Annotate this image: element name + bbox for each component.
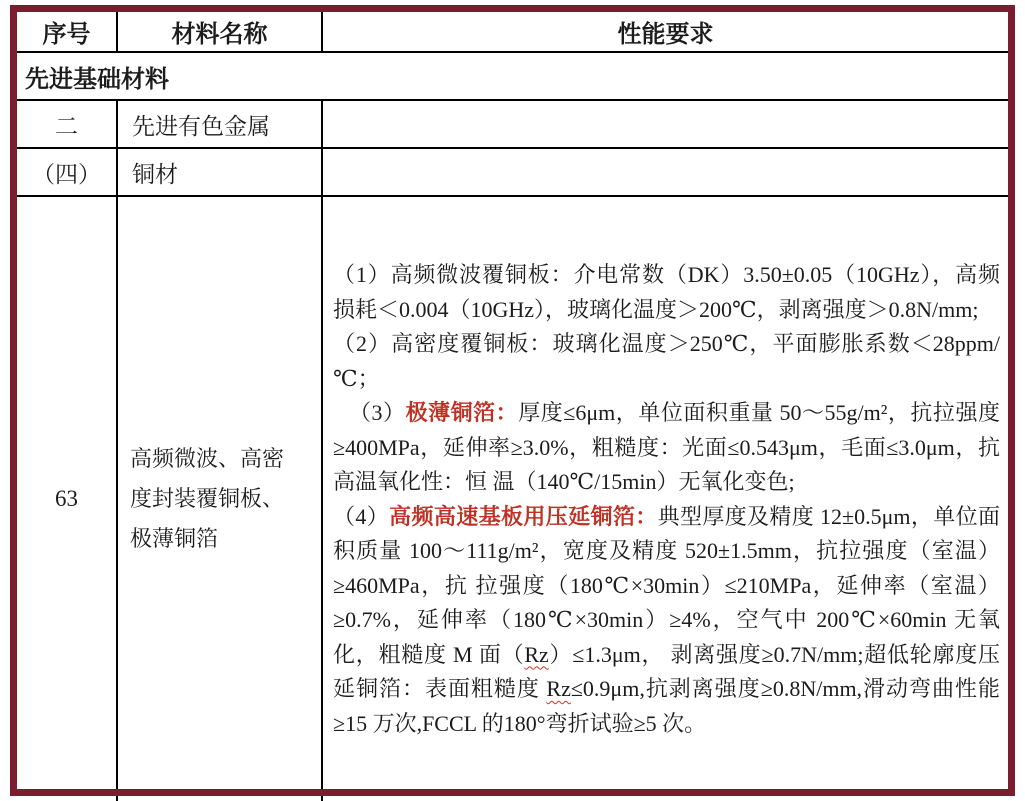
req-paragraph-1 [333,258,1000,327]
req-paragraph-2 [333,327,1000,396]
req-highlight-rolled-copper-foil: 高频高速基板用压延铜箔： [389,503,658,529]
req-highlight-ultrathin-copper-foil: 极薄铜箔： [405,400,519,425]
table-header-row [17,12,1008,52]
row-material-name: 先进有色金属 [117,100,322,148]
req-text: （4） [333,503,390,529]
row-requirements-empty [322,100,1008,148]
req-rz-spellcheck: Rz [546,676,571,701]
req-text: （3） [349,400,406,425]
column-header-requirements: 性能要求 [322,12,1008,52]
row-requirements [322,196,1008,801]
req-paragraph-3 [333,396,1000,500]
req-text: ）≤1.3μm， 剥离强度≥0.7N/mm;超低轮廓度压延铜箔：表面粗糙度 [333,641,1000,701]
row-seq: 63 [17,196,117,801]
row-material-name: 铜材 [117,148,322,196]
req-text: ≤0.9μm,抗剥离强度≥0.8N/mm,滑动弯曲性能≥15 万次,FCCL 的180°弯折试验≥5 次。 [333,676,1000,736]
row-requirements-empty [322,148,1008,196]
materials-spec-table [17,12,1008,801]
req-text: 厚度≤6μm，单位面积重量 50～55g/m²，抗拉强度≥400MPa，延伸率≥3.0%，粗糙度：光面≤0.543μm，毛面≤3.0μm，抗高温氧化性：恒 温（140℃/15min）无氧化变色; [333,400,1000,494]
req-text: 典型厚度及精度 12±0.5μm，单位面积质量 100～111g/m²，宽度及精度 520±1.5mm，抗拉强度（室温）≥460MPa，抗 拉强度（180℃×30min）≤210MPa，延伸率（室温）≥0.7%，延伸率（180℃×30min）≥4%，空气中 200℃×60min 无氧化，粗糙度 M 面（ [333,503,1000,667]
row-seq: 二 [17,100,117,148]
row-seq: （四） [17,148,117,196]
req-rz-spellcheck: Rz [524,641,549,667]
req-text: （1）高频微波覆铜板：介电常数（DK）3.50±0.05（10GHz），高频损耗＜0.004（10GHz），玻璃化温度＞200℃，剥离强度＞0.8N/mm; [333,262,1000,322]
column-header-material: 材料名称 [117,12,322,52]
req-text: （2）高密度覆铜板：玻璃化温度＞250℃，平面膨胀系数＜28ppm/℃； [333,331,1000,391]
section-row [17,52,1008,100]
req-paragraph-4 [333,500,1000,742]
table-row [17,148,1008,196]
row-material-name [117,196,322,801]
material-name-text: 高频微波、高密度封装覆铜板、极薄铜箔 [130,446,285,551]
column-header-seq: 序号 [17,12,117,52]
table-row [17,100,1008,148]
table-row-63 [17,196,1008,801]
section-title: 先进基础材料 [17,52,1008,100]
